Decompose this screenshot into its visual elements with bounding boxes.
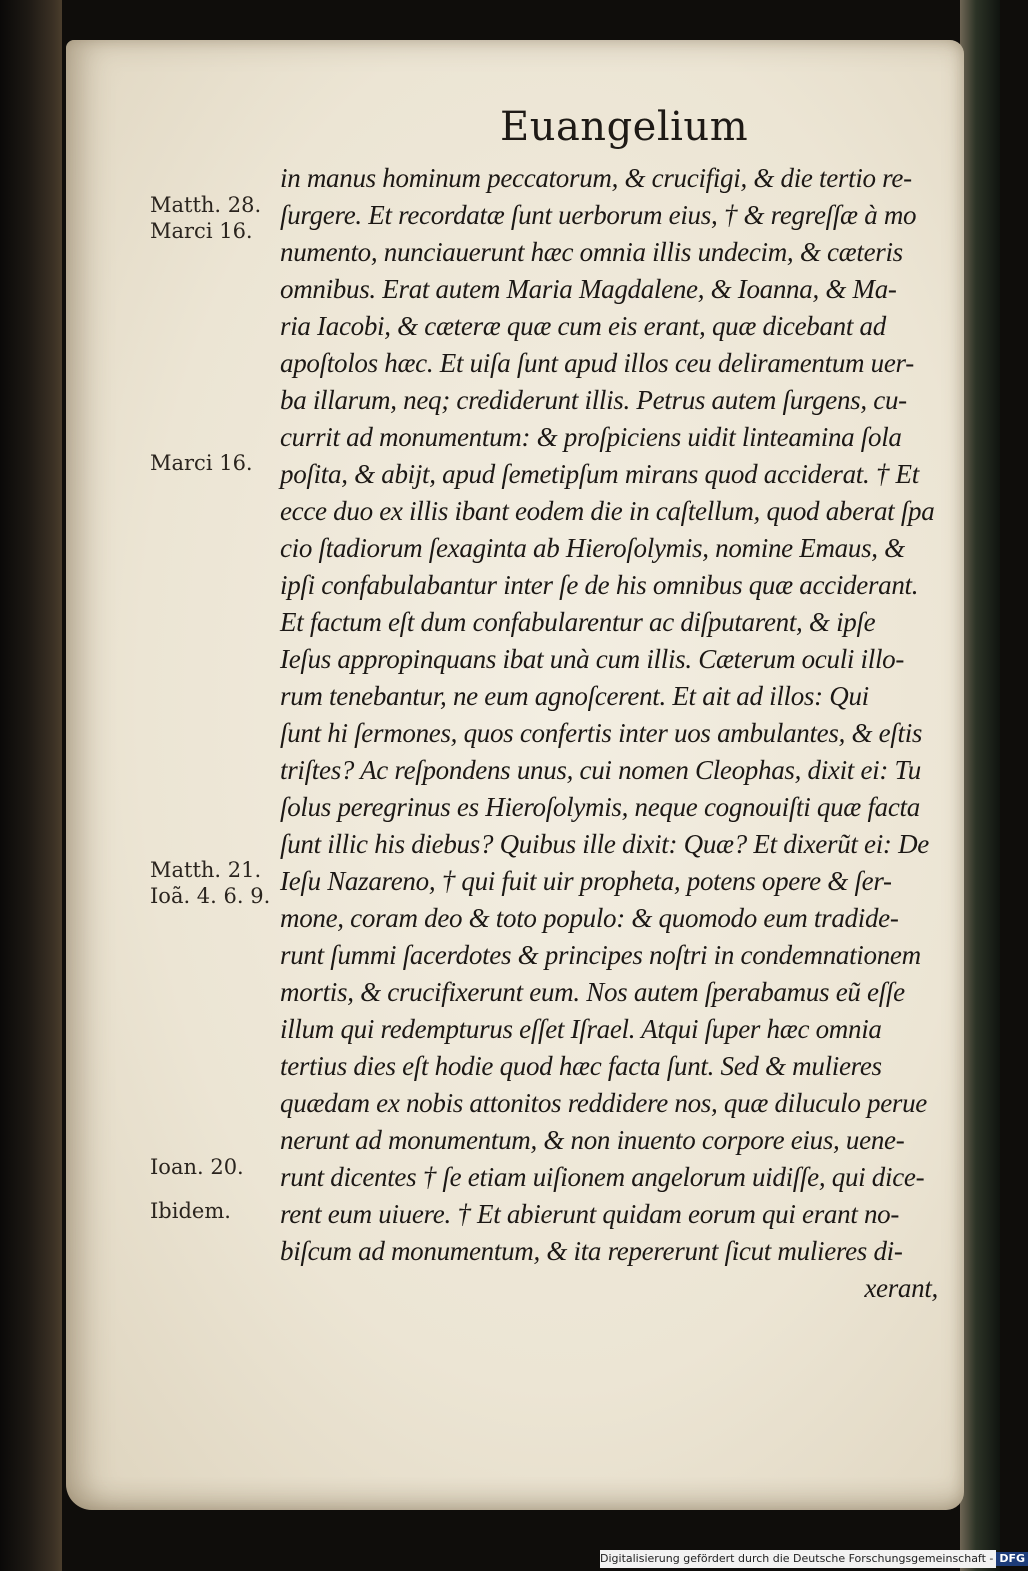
- catchword: xerant,: [864, 1273, 938, 1303]
- text-line: ſurgere. Et recordatæ ſunt uerborum eius, † & regreſſæ à mo: [280, 200, 917, 230]
- credit-text: Digitalisierung gefördert durch die Deutsche Forschungsgemeinschaft -: [600, 1552, 994, 1565]
- text-line: ba illarum, neq; crediderunt illis. Petrus autem ſurgens, cu-: [280, 385, 907, 415]
- text-line: ſunt illic his diebus? Quibus ille dixit: Quæ? Et dixerũt ei: De: [280, 829, 929, 859]
- text-line: biſcum ad monumentum, & ita repererunt ſicut mulieres di-: [280, 1236, 903, 1266]
- margin-reference: Marci 16.: [150, 219, 253, 243]
- margin-reference: Ioã. 4. 6. 9.: [150, 884, 271, 908]
- dfg-logo: DFG: [996, 1552, 1028, 1566]
- text-line: apoſtolos hæc. Et uiſa ſunt apud illos ceu deliramentum uer-: [280, 348, 914, 378]
- text-line: poſita, & abijt, apud ſemetipſum mirans quod acciderat. † Et: [280, 459, 919, 489]
- text-line: ria Iacobi, & cæteræ quæ cum eis erant, quæ dicebant ad: [280, 311, 886, 341]
- text-line: currit ad monumentum: & proſpiciens uidit linteamina ſola: [280, 422, 902, 452]
- text-line: omnibus. Erat autem Maria Magdalene, & Ioanna, & Ma-: [280, 274, 897, 304]
- digitization-credit: [600, 1550, 1026, 1568]
- margin-reference: Matth. 21.: [150, 858, 262, 882]
- text-line: ſunt hi ſermones, quos confertis inter uos ambulantes, & eſtis: [280, 718, 923, 748]
- text-line: nerunt ad monumentum, & non inuento corpore eius, uene-: [280, 1125, 905, 1155]
- text-line: runt ſummi ſacerdotes & principes noſtri in condemnationem: [280, 940, 921, 970]
- text-line: Ieſus appropinquans ibat unà cum illis. Cæterum oculi illo-: [280, 644, 905, 674]
- text-line: mone, coram deo & toto populo: & quomodo eum tradide-: [280, 903, 899, 933]
- text-line: Ieſu Nazareno, † qui fuit uir propheta, potens opere & ſer-: [280, 866, 892, 896]
- text-line: mortis, & crucifixerunt eum. Nos autem ſperabamus eũ eſſe: [280, 977, 905, 1007]
- text-line: ecce duo ex illis ibant eodem die in caſtellum, quod aberat ſpa: [280, 496, 935, 526]
- text-line: ſolus peregrinus es Hieroſolymis, neque cognouiſti quæ facta: [280, 792, 920, 822]
- running-header: Euangelium: [500, 104, 749, 150]
- text-line: runt dicentes † ſe etiam uiſionem angelorum uidiſſe, qui dice-: [280, 1162, 925, 1192]
- margin-reference: Marci 16.: [150, 451, 253, 475]
- text-line: tertius dies eſt hodie quod hæc facta ſunt. Sed & mulieres: [280, 1051, 882, 1081]
- text-line: rent eum uiuere. † Et abierunt quidam eorum qui erant no-: [280, 1199, 900, 1229]
- text-line: numento, nunciauerunt hæc omnia illis undecim, & cæteris: [280, 237, 903, 267]
- text-line: triſtes? Ac reſpondens unus, cui nomen Cleophas, dixit ei: Tu: [280, 755, 921, 785]
- book-spine-edge: [0, 0, 62, 1571]
- text-line: rum tenebantur, ne eum agnoſcerent. Et ait ad illos: Qui: [280, 681, 869, 711]
- text-line: ipſi confabulabantur inter ſe de his omnibus quæ acciderant.: [280, 570, 919, 600]
- text-line: cio ſtadiorum ſexaginta ab Hieroſolymis, nomine Emaus, &: [280, 533, 905, 563]
- margin-reference: Ibidem.: [150, 1199, 231, 1223]
- margin-reference: Matth. 28.: [150, 193, 262, 217]
- text-line: Et factum eſt dum confabularentur ac diſputarent, & ipſe: [280, 607, 876, 637]
- margin-reference: Ioan. 20.: [150, 1155, 244, 1179]
- book-right-edge: [960, 0, 1000, 1571]
- text-line: quædam ex nobis attonitos reddidere nos, quæ diluculo perue: [280, 1088, 927, 1118]
- body-text: [280, 160, 956, 1307]
- text-line: illum qui redempturus eſſet Iſrael. Atqui ſuper hæc omnia: [280, 1014, 882, 1044]
- text-line: in manus hominum peccatorum, & crucifigi, & die tertio re-: [280, 163, 912, 193]
